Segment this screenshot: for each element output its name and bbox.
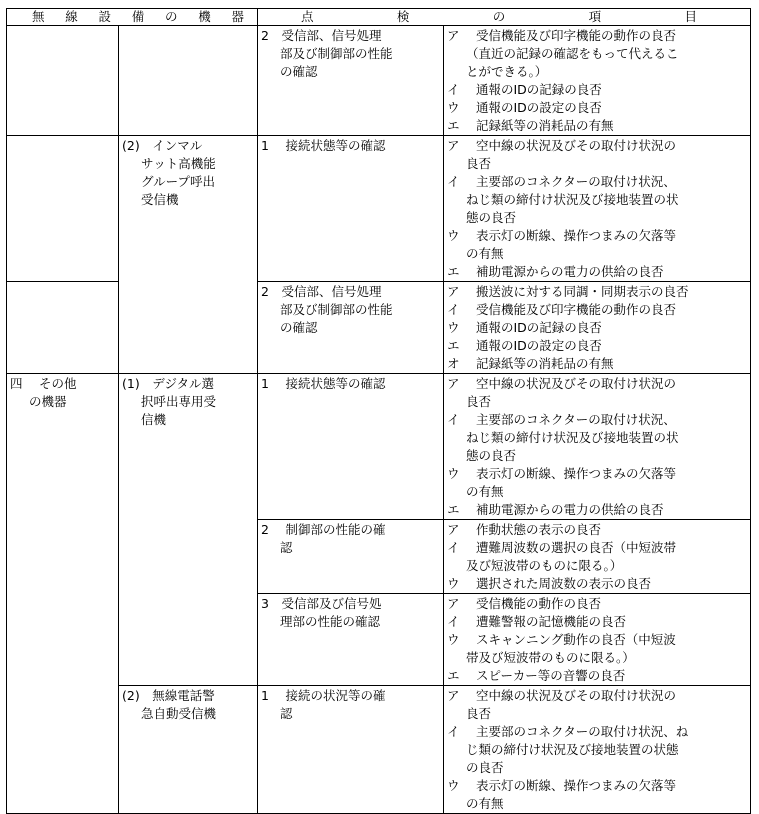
equipment-cell [119, 686, 258, 814]
item-text: ウ 表示灯の断線、操作つまみの欠落等 [447, 466, 676, 481]
item-text: ア 空中線の状況及びその取付け状況の [447, 376, 676, 391]
table-row [7, 282, 751, 374]
items-cell [444, 136, 751, 282]
item-text: 態の良否 [466, 210, 517, 225]
item-text: イ 受信機能及び印字機能の動作の良否 [447, 302, 676, 317]
item-text: ア 空中線の状況及びその取付け状況の [447, 138, 676, 153]
check-text: 2 受信部、信号処理 [261, 284, 382, 299]
item-text: ア 搬送波に対する同調・同期表示の良否 [447, 284, 689, 299]
item-text: の有無 [466, 796, 504, 811]
check-cell [258, 26, 444, 136]
check-text: 2 制御部の性能の確 [261, 522, 386, 537]
check-cell [258, 374, 444, 520]
equipment-cell [119, 374, 258, 686]
item-text: オ 記録紙等の消耗品の有無 [447, 356, 614, 371]
header-items-char: 点 [301, 9, 314, 24]
header-items-char: 項 [588, 9, 602, 24]
table-row [7, 374, 751, 520]
equipment-text: 択呼出専用受 [141, 394, 217, 409]
inspection-table [6, 8, 751, 814]
item-text: ア 空中線の状況及びその取付け状況の [447, 688, 676, 703]
header-equipment-char: 器 [231, 9, 245, 24]
check-text: 2 受信部、信号処理 [261, 28, 382, 43]
equipment-text: (2) インマル [122, 138, 203, 153]
item-text: 良否 [466, 706, 492, 721]
check-text: 部及び制御部の性能 [280, 46, 393, 61]
item-text: ウ 表示灯の断線、操作つまみの欠落等 [447, 778, 676, 793]
table-row [7, 26, 751, 136]
item-text: ウ 表示灯の断線、操作つまみの欠落等 [447, 228, 676, 243]
item-text: ねじ類の締付け状況及び接地装置の状 [466, 192, 679, 207]
header-items [258, 9, 751, 26]
items-cell [444, 374, 751, 520]
item-text: 良否 [466, 156, 492, 171]
item-text: ア 受信機能及び印字機能の動作の良否 [447, 28, 676, 43]
header-equipment-char: 線 [65, 9, 78, 24]
item-text: エ 通報のIDの設定の良否 [447, 338, 602, 353]
header-equipment-char: 無 [32, 9, 45, 24]
items-cell [444, 686, 751, 814]
item-text: ア 受信機能の動作の良否 [447, 596, 601, 611]
equipment-text: (1) デジタル選 [122, 376, 214, 391]
check-text: 認 [280, 706, 293, 721]
item-text: の有無 [466, 484, 504, 499]
item-text: ウ 通報のIDの記録の良否 [447, 320, 602, 335]
main-category-cell [7, 282, 119, 374]
check-cell [258, 594, 444, 686]
check-cell [258, 686, 444, 814]
check-text: の確認 [280, 320, 318, 335]
item-text: イ 遭難周波数の選択の良否（中短波帯 [447, 540, 676, 555]
check-text: 1 接続の状況等の確 [261, 688, 386, 703]
main-category-cell [7, 26, 119, 136]
table-row [7, 686, 751, 814]
header-items-char: の [492, 9, 506, 24]
check-text: 1 接続状態等の確認 [261, 376, 386, 391]
item-text: イ 主要部のコネクターの取付け状況、 [447, 412, 676, 427]
equipment-text: 受信機 [141, 192, 179, 207]
check-text: 理部の性能の確認 [280, 614, 381, 629]
item-text: じ類の締付け状況及び接地装置の状態 [466, 742, 679, 757]
check-cell [258, 136, 444, 282]
header-equipment-char: 設 [98, 9, 112, 24]
item-text: 帯及び短波帯のものに限る。） [466, 650, 635, 665]
check-text: 認 [280, 540, 293, 555]
item-text: 態の良否 [466, 448, 517, 463]
item-text: 及び短波帯のものに限る。） [466, 558, 623, 573]
item-text: ウ スキャンニング動作の良否（中短波 [447, 632, 676, 647]
item-text: エ スピーカー等の音響の良否 [447, 668, 626, 683]
item-text: （直近の記録の確認をもって代えるこ [466, 46, 679, 61]
item-text: の良否 [466, 760, 504, 775]
header-items-char: 検 [396, 9, 410, 24]
header-row [7, 9, 751, 26]
item-text: エ 補助電源からの電力の供給の良否 [447, 502, 664, 517]
main-category-text: 四 その他 [10, 376, 77, 391]
check-text: の確認 [280, 64, 318, 79]
equipment-cell [119, 26, 258, 136]
item-text: ねじ類の締付け状況及び接地装置の状 [466, 430, 679, 445]
equipment-text: サット高機能 [141, 156, 216, 171]
equipment-text: 急自動受信機 [141, 706, 217, 721]
check-text: 1 接続状態等の確認 [261, 138, 386, 153]
main-category-cell [7, 374, 119, 814]
items-cell [444, 520, 751, 594]
item-text: ウ 通報のIDの設定の良否 [447, 100, 602, 115]
header-equipment-char: の [165, 9, 178, 24]
header-items-char: 目 [684, 9, 698, 24]
header-equipment-char: 機 [198, 9, 211, 24]
items-cell [444, 594, 751, 686]
item-text: ア 作動状態の表示の良否 [447, 522, 601, 537]
equipment-text: 信機 [141, 412, 167, 427]
items-cell [444, 26, 751, 136]
main-category-cell [7, 136, 119, 282]
item-text: イ 主要部のコネクターの取付け状況、 [447, 174, 676, 189]
equipment-text: (2) 無線電話警 [122, 688, 215, 703]
header-equipment [7, 9, 258, 26]
equipment-cell [119, 136, 258, 374]
items-cell [444, 282, 751, 374]
item-text: イ 通報のIDの記録の良否 [447, 82, 602, 97]
item-text: ウ 選択された周波数の表示の良否 [447, 576, 651, 591]
equipment-text: グループ呼出 [141, 174, 216, 189]
item-text: エ 補助電源からの電力の供給の良否 [447, 264, 664, 279]
check-cell [258, 520, 444, 594]
header-equipment-char: 備 [131, 9, 145, 24]
item-text: イ 主要部のコネクターの取付け状況、ね [447, 724, 689, 739]
table-row [7, 136, 751, 282]
item-text: の有無 [466, 246, 504, 261]
check-cell [258, 282, 444, 374]
item-text: エ 記録紙等の消耗品の有無 [447, 118, 614, 133]
main-category-text: の機器 [29, 394, 67, 409]
item-text: とができる。） [466, 64, 548, 79]
item-text: イ 遭難警報の記憶機能の良否 [447, 614, 626, 629]
check-text: 3 受信部及び信号処 [261, 596, 382, 611]
check-text: 部及び制御部の性能 [280, 302, 393, 317]
item-text: 良否 [466, 394, 492, 409]
